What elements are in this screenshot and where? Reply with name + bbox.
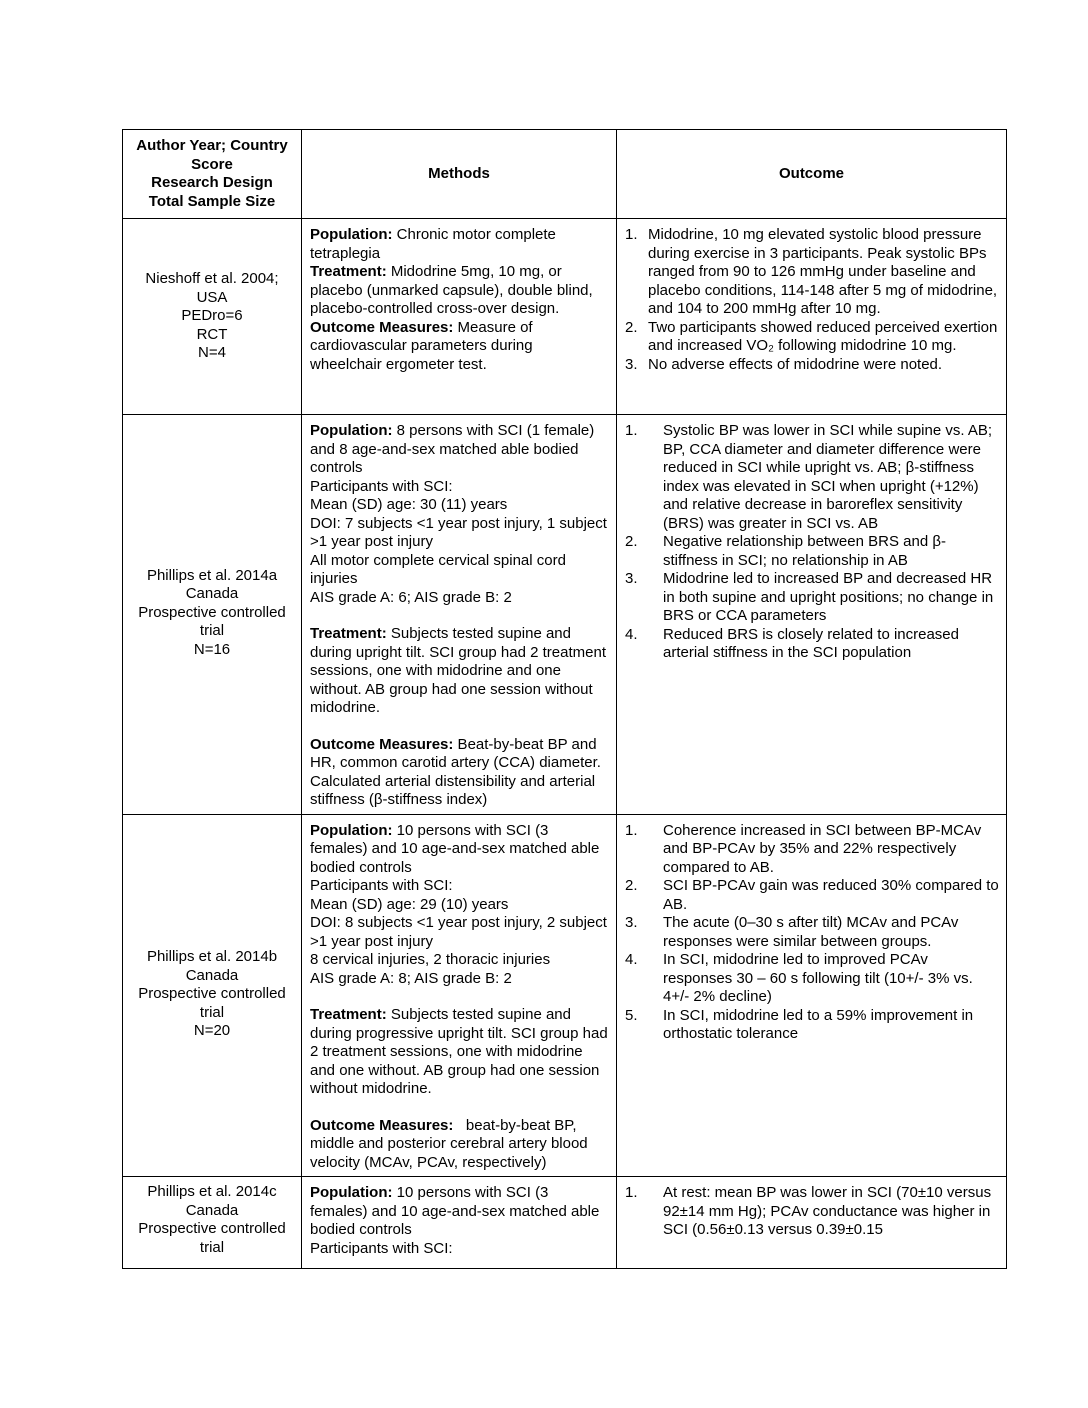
header-author-line: Total Sample Size — [148, 192, 276, 210]
detail-line: Mean (SD) age: 29 (10) years — [310, 895, 509, 913]
author-line: trial — [199, 1238, 225, 1256]
population-text: Population: 10 persons with SCI (3 females) and 10 age-and-sex matched able bodied controls — [310, 821, 600, 876]
evidence-table — [122, 129, 1007, 1269]
outcome-measures-text: Outcome Measures: Measure of cardiovascular parameters during wheelchair ergometer test. — [310, 318, 533, 373]
author-line: N=4 — [198, 344, 226, 362]
header-methods-cell: Methods — [302, 130, 617, 219]
author-line: Phillips et al. 2014c — [147, 1183, 277, 1200]
detail-line: AIS grade A: 8; AIS grade B: 2 — [310, 969, 512, 987]
detail-line: AIS grade A: 6; AIS grade B: 2 — [310, 588, 512, 606]
outcome-measures-text: Outcome Measures: Beat-by-beat BP and HR, common carotid artery (CCA) diameter. Calculated arterial distensibility and arterial stiffness (β-stiffness index) — [310, 735, 601, 808]
author-line: Prospective controlled — [138, 603, 286, 621]
population-text: Population: 8 persons with SCI (1 female) and 8 age-and-sex matched able bodied controls — [310, 422, 595, 476]
treatment-label: Treatment: — [310, 263, 387, 280]
list-item: 5. In SCI, midodrine led to a 59% improvement in orthostatic tolerance — [625, 1006, 974, 1042]
list-item: 4. In SCI, midodrine led to improved PCAv responses 30 – 60 s following tilt (10+/- 3% vs. 4+/- 2% decline) — [625, 951, 973, 1005]
population-label: Population: — [310, 226, 393, 243]
detail-line: DOI: 7 subjects <1 year post injury, 1 subject >1 year post injury — [310, 514, 607, 550]
outcome-list — [625, 822, 1000, 1044]
outcome-measures-label: Outcome Measures: — [310, 318, 454, 336]
author-line: Nieshoff et al. 2004; — [145, 270, 279, 288]
outcome-list — [625, 422, 1000, 663]
header-author-line: Author Year; Country — [136, 137, 288, 154]
outcome-measures-label: Outcome Measures: — [310, 1116, 454, 1134]
list-item: 3. No adverse effects of midodrine were noted. — [625, 355, 943, 373]
detail-line: 8 cervical injuries, 2 thoracic injuries — [310, 951, 551, 968]
table-row — [123, 814, 1007, 1177]
population-text: Population: Chronic motor complete tetraplegia — [310, 226, 556, 262]
author-line: trial — [199, 622, 225, 640]
table-row — [123, 1177, 1007, 1269]
population-text: Population: 10 persons with SCI (3 females) and 10 age-and-sex matched able bodied controls — [310, 1184, 600, 1238]
author-cell — [123, 219, 302, 415]
author-line: N=16 — [193, 640, 231, 658]
outcome-cell — [617, 1177, 1007, 1269]
header-author-cell — [123, 130, 302, 219]
author-line: Phillips et al. 2014b — [146, 948, 278, 966]
author-line: Canada — [185, 966, 239, 984]
methods-cell — [302, 1177, 617, 1269]
table-row — [123, 415, 1007, 815]
participants-label: Participants with SCI: — [310, 477, 453, 495]
population-label: Population: — [310, 821, 393, 839]
population-label: Population: — [310, 422, 393, 439]
table-header-row — [123, 130, 1007, 219]
detail-line: Mean (SD) age: 30 (11) years — [310, 496, 508, 513]
list-item: 2. Two participants showed reduced perceived exertion and increased VO₂ following midodrine 10 mg. — [625, 318, 998, 354]
header-author-line: Research Design — [151, 174, 273, 191]
author-line: Canada — [185, 1201, 239, 1219]
list-item: 3. Midodrine led to increased BP and decreased HR in both supine and upright positions; no change in BRS or CCA parameters — [625, 570, 994, 624]
author-line: N=20 — [193, 1022, 231, 1040]
author-line: RCT — [196, 325, 228, 343]
detail-line: DOI: 8 subjects <1 year post injury, 2 subject >1 year post injury — [310, 914, 607, 950]
outcome-measures-label: Outcome Measures: — [310, 735, 454, 753]
outcome-list — [625, 1184, 1000, 1240]
treatment-label: Treatment: — [310, 625, 387, 642]
list-item: 3. The acute (0–30 s after tilt) MCAv and PCAv responses were similar between groups. — [625, 914, 959, 950]
author-line: Phillips et al. 2014a — [146, 566, 278, 584]
detail-line: All motor complete cervical spinal cord injuries — [310, 551, 566, 587]
list-item: 2. Negative relationship between BRS and β-stiffness in SCI; no relationship in AB — [625, 533, 946, 569]
list-item: 1. Midodrine, 10 mg elevated systolic blood pressure during exercise in 3 participants. Peak systolic BPs ranged from 90 to 126 mmHg under baseline and placebo conditions, 114-148 after 5 mg of midodrine, and 104 to 200 mmHg after 10 mg. — [625, 226, 998, 317]
author-line: Prospective controlled — [138, 985, 286, 1003]
treatment-text: Treatment: Subjects tested supine and during progressive upright tilt. SCI group had 2 treatment sessions, one with midodrine and one without. AB group had one session without midodrine. — [310, 1006, 608, 1097]
participants-label: Participants with SCI: — [310, 1239, 453, 1257]
author-cell — [123, 814, 302, 1177]
outcome-cell — [617, 415, 1007, 815]
author-cell — [123, 415, 302, 815]
author-line: Canada — [185, 585, 239, 603]
list-item: 4. Reduced BRS is closely related to increased arterial stiffness in the SCI population — [625, 625, 959, 661]
author-line: Prospective controlled — [138, 1220, 286, 1237]
treatment-label: Treatment: — [310, 1006, 387, 1023]
outcome-measures-text: Outcome Measures: beat-by-beat BP, middle and posterior cerebral artery blood velocity (MCAv, PCAv, respectively) — [310, 1116, 592, 1171]
treatment-text: Treatment: Midodrine 5mg, 10 mg, or placebo (unmarked capsule), double blind, placebo-controlled cross-over design. — [310, 263, 593, 317]
author-line: PEDro=6 — [181, 307, 243, 325]
list-item: 1. Systolic BP was lower in SCI while supine vs. AB; BP, CCA diameter and diameter difference were reduced in SCI while upright vs. AB; β-stiffness index was elevated in SCI when upright (+12%) and relative decrease in baroreflex sensitivity (BRS) was greater in SCI vs. AB — [625, 422, 993, 532]
author-cell — [123, 1177, 302, 1269]
population-label: Population: — [310, 1184, 393, 1201]
author-line: USA — [196, 288, 228, 306]
list-item: 2. SCI BP-PCAv gain was reduced 30% compared to AB. — [625, 877, 999, 913]
participants-label: Participants with SCI: — [310, 877, 453, 894]
methods-cell — [302, 219, 617, 415]
list-item: 1. Coherence increased in SCI between BP-MCAv and BP-PCAv by 35% and 22% respectively compared to AB. — [625, 821, 982, 876]
outcome-cell — [617, 219, 1007, 415]
outcome-cell — [617, 814, 1007, 1177]
methods-cell — [302, 814, 617, 1177]
methods-cell — [302, 415, 617, 815]
header-author-line: Score — [191, 155, 233, 173]
treatment-text: Treatment: Subjects tested supine and during upright tilt. SCI group had 2 treatment sessions, one with midodrine and one without. AB group had one session without midodrine. — [310, 625, 607, 716]
table-row — [123, 219, 1007, 415]
header-outcome-cell: Outcome — [617, 130, 1007, 219]
author-line: trial — [199, 1003, 225, 1021]
outcome-list — [625, 226, 1000, 374]
list-item: 1. At rest: mean BP was lower in SCI (70±10 versus 92±14 mm Hg); PCAv conductance was higher in SCI (0.56±0.13 versus 0.39±0.15 — [625, 1184, 992, 1238]
